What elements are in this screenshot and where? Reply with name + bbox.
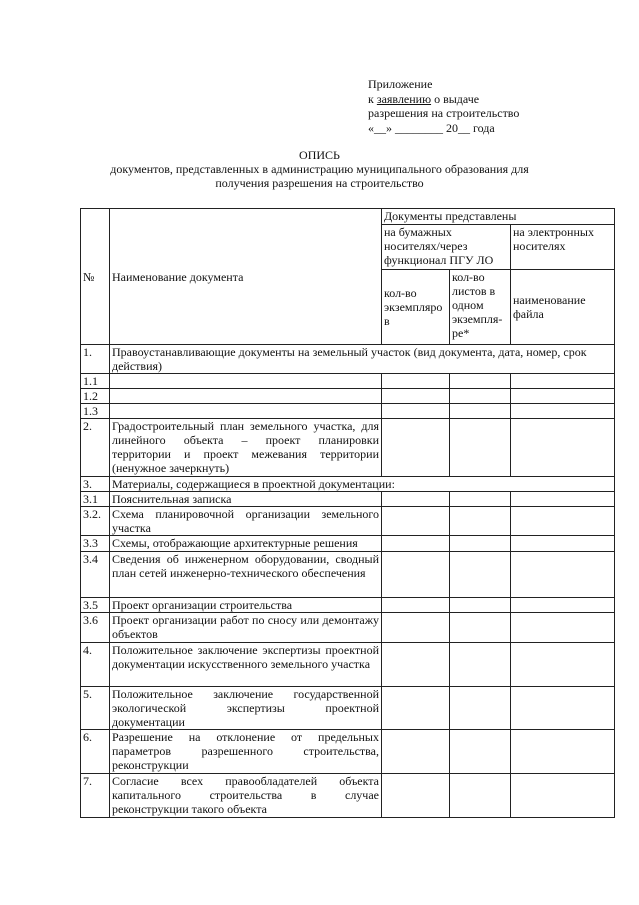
row-filename-cell[interactable] [511, 730, 615, 774]
row-copies-cell[interactable] [382, 598, 450, 613]
row-sheets-cell[interactable] [450, 598, 511, 613]
row-sheets-cell[interactable] [450, 389, 511, 404]
row-number: 7. [81, 774, 110, 818]
row-filename-cell[interactable] [511, 389, 615, 404]
table-row [81, 613, 615, 643]
document-title: ОПИСЬ [299, 148, 340, 162]
header-row-1 [81, 209, 615, 225]
row-document-name [110, 374, 382, 389]
annex-application-link: заявлению [376, 91, 432, 106]
row-copies-cell[interactable] [382, 643, 450, 687]
table-row [81, 477, 615, 492]
row-number: 3.1 [81, 492, 110, 507]
row-document-name: Проект организации работ по сносу или демонтажу объектов [110, 613, 382, 643]
table-row [81, 492, 615, 507]
header-sheets-count: кол-во листов в одном экземпля-ре* [450, 270, 511, 345]
row-number: 4. [81, 643, 110, 687]
row-sheets-cell[interactable] [450, 730, 511, 774]
row-document-name: Правоустанавливающие документы на земельный участок (вид документа, дата, номер, срок действия) [110, 345, 615, 374]
row-copies-cell[interactable] [382, 507, 450, 536]
table-row [81, 730, 615, 774]
row-number: 3.2. [81, 507, 110, 536]
row-copies-cell[interactable] [382, 687, 450, 730]
row-sheets-cell[interactable] [450, 492, 511, 507]
row-sheets-cell[interactable] [450, 404, 511, 419]
annex-line-2 [368, 92, 519, 107]
annex-block [368, 77, 519, 135]
row-number: 3.3 [81, 536, 110, 552]
row-copies-cell[interactable] [382, 419, 450, 477]
document-subtitle-line-1: документов, представленных в администрацию муниципального образования для [110, 162, 529, 176]
row-number: 1.1 [81, 374, 110, 389]
header-paper-media: на бумажных носителях/через функционал ПГУ ЛО [382, 225, 511, 270]
row-sheets-cell[interactable] [450, 552, 511, 598]
row-number: 3.5 [81, 598, 110, 613]
row-sheets-cell[interactable] [450, 613, 511, 643]
table-row [81, 419, 615, 477]
table-row [81, 687, 615, 730]
table-row [81, 536, 615, 552]
header-electronic-media: на электронных носителях [511, 225, 615, 270]
table-row [81, 598, 615, 613]
annex-title: Приложение [368, 77, 433, 91]
row-filename-cell[interactable] [511, 419, 615, 477]
row-sheets-cell[interactable] [450, 774, 511, 818]
row-copies-cell[interactable] [382, 374, 450, 389]
row-document-name: Согласие всех правообладателей объекта капитального строительства в случае реконструкции такого объекта [110, 774, 382, 818]
row-document-name: Сведения об инженерном оборудовании, сводный план сетей инженерно-технического обеспечения [110, 552, 382, 598]
document-heading [0, 148, 639, 190]
row-document-name [110, 389, 382, 404]
row-filename-cell[interactable] [511, 643, 615, 687]
row-sheets-cell[interactable] [450, 687, 511, 730]
row-copies-cell[interactable] [382, 389, 450, 404]
annex-line-3: разрешения на строительство [368, 106, 520, 120]
row-number: 3. [81, 477, 110, 492]
table-row [81, 643, 615, 687]
documents-table [80, 208, 615, 818]
document-subtitle-line-2: получения разрешения на строительство [215, 176, 424, 190]
row-filename-cell[interactable] [511, 598, 615, 613]
row-sheets-cell[interactable] [450, 536, 511, 552]
header-copies-count: кол-во экземпляро в [382, 270, 450, 345]
row-sheets-cell[interactable] [450, 419, 511, 477]
row-number: 3.4 [81, 552, 110, 598]
row-document-name [110, 404, 382, 419]
row-number: 2. [81, 419, 110, 477]
row-copies-cell[interactable] [382, 536, 450, 552]
header-document-name: Наименование документа [110, 209, 382, 345]
table-row [81, 404, 615, 419]
row-copies-cell[interactable] [382, 404, 450, 419]
row-document-name: Разрешение на отклонение от предельных параметров разрешенного строительства, реконструкции [110, 730, 382, 774]
annex-line-2-pre: к [368, 91, 377, 106]
row-document-name: Градостроительный план земельного участка, для линейного объекта – проект планировки территории и проект межевания территории (ненужное зачеркнуть) [110, 419, 382, 477]
row-number: 6. [81, 730, 110, 774]
row-filename-cell[interactable] [511, 507, 615, 536]
row-sheets-cell[interactable] [450, 643, 511, 687]
row-number: 1.3 [81, 404, 110, 419]
row-copies-cell[interactable] [382, 552, 450, 598]
row-sheets-cell[interactable] [450, 374, 511, 389]
header-num: № [81, 209, 110, 345]
header-documents-submitted: Документы представлены [382, 209, 615, 225]
row-filename-cell[interactable] [511, 404, 615, 419]
row-copies-cell[interactable] [382, 613, 450, 643]
row-copies-cell[interactable] [382, 774, 450, 818]
table-row [81, 507, 615, 536]
table-row [81, 774, 615, 818]
table-row [81, 552, 615, 598]
row-filename-cell[interactable] [511, 552, 615, 598]
row-document-name: Материалы, содержащиеся в проектной документации: [110, 477, 615, 492]
row-document-name: Положительное заключение государственной экологической экспертизы проектной документации [110, 687, 382, 730]
row-sheets-cell[interactable] [450, 507, 511, 536]
row-filename-cell[interactable] [511, 613, 615, 643]
row-copies-cell[interactable] [382, 492, 450, 507]
row-number: 1. [81, 345, 110, 374]
row-number: 3.6 [81, 613, 110, 643]
row-number: 1.2 [81, 389, 110, 404]
row-number: 5. [81, 687, 110, 730]
header-file-name: наименование файла [511, 270, 615, 345]
row-document-name: Пояснительная записка [110, 492, 382, 507]
annex-line-2-post: о выдаче [431, 91, 480, 106]
row-document-name: Схемы, отображающие архитектурные решения [110, 536, 382, 552]
row-filename-cell[interactable] [511, 536, 615, 552]
table-row [81, 345, 615, 374]
table-row [81, 389, 615, 404]
row-document-name: Схема планировочной организации земельного участка [110, 507, 382, 536]
row-copies-cell[interactable] [382, 730, 450, 774]
row-filename-cell[interactable] [511, 492, 615, 507]
row-filename-cell[interactable] [511, 774, 615, 818]
row-document-name: Проект организации строительства [110, 598, 382, 613]
row-filename-cell[interactable] [511, 687, 615, 730]
annex-date-line: «__» ________ 20__ года [368, 120, 495, 135]
row-filename-cell[interactable] [511, 374, 615, 389]
row-document-name: Положительное заключение экспертизы проектной документации искусственного земельного участка [110, 643, 382, 687]
table-row [81, 374, 615, 389]
